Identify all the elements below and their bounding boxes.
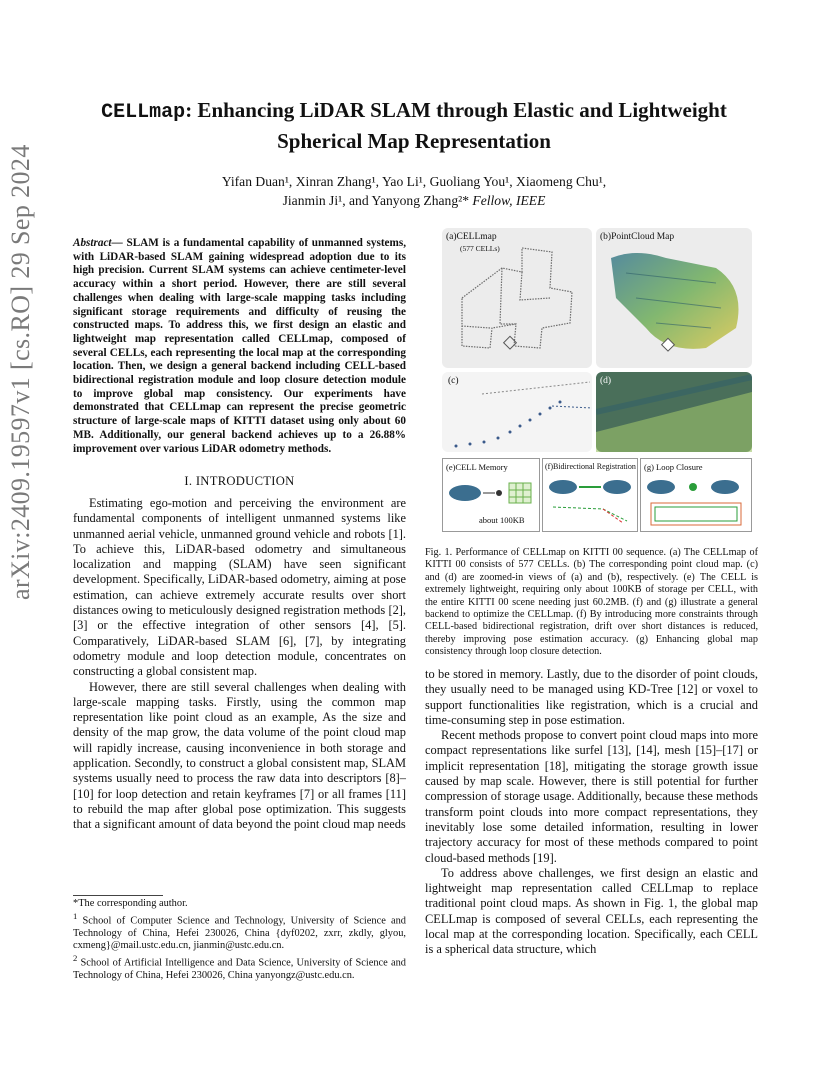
right-paragraph-3: To address above challenges, we first design an elastic and lightweight map representation called CELLmap to replace traditional point cloud maps. As shown in Fig. 1, the global map CELLmap is composed of several CELLs, each representing the local map at the corresponding location. Specifically, each CELL is a spherical data structure, which (425, 865, 758, 957)
panel-e-label: (e)CELL Memory (446, 462, 508, 472)
footnote-2-text: School of Artificial Intelligence and Data Science, University of Science and Technology of China, Hefei 230026, China yanyongz@ustc.edu.cn. (73, 957, 406, 981)
abstract-label: Abstract (73, 237, 112, 249)
pointcloud-zoom (596, 372, 752, 452)
title-mono: CELLmap (101, 101, 186, 124)
panel-a-cellmap (442, 228, 592, 368)
footnote-corresponding: *The corresponding author. (73, 898, 188, 909)
panel-d-label: (d) (600, 376, 612, 386)
footnotes (73, 895, 406, 982)
panel-a-label: (a)CELLmap (446, 232, 497, 242)
intro-paragraph-2: However, there are still several challenges when dealing with large-scale mapping tasks. Firstly, using the common map representation like point cloud as an example, As the size and density of the map grow, the data volume of the point cloud map will rapidly increase, causing inconvenience in both storage and application. Secondly, to construct a global consistent map, SLAM systems usually need to process the raw data into descriptors [8]–[10] for loop detection and retain keyframes [7] or all frames [11] to rebuild the map after global pose optimization. This suggests that a significant amount of data beyond the point cloud map needs (73, 679, 406, 832)
cellmap-trajectory (442, 228, 592, 368)
abstract-text: — SLAM is a fundamental capability of unmanned systems, with LiDAR-based SLAM gaining widespread adoption due to its high precision. Current SLAM systems can achieve centimeter-level accuracy within a short period. However, there are still several challenges when dealing with large-scale mapping tasks including significant storage requirements and difficulty of reusing the constructed maps. To address this, we first design an elastic and lightweight map representation called CELLmap, composed of several CELLs, each representing the local map at the corresponding location. Then, we design a general backend including CELL-based bidirectional registration module and loop closure detection module to improve global map consistency. Our experiments have demonstrated that CELLmap can represent the precise geometric structure of large-scale maps of KITTI dataset using only about 60 MB. Additionally, our general backend achieves up to a 26.88% improvement over various LiDAR odometry methods. (73, 237, 406, 455)
right-paragraph-1: to be stored in memory. Lastly, due to the disorder of point clouds, they usually need to be managed using KD-Tree [12] or voxel to support functionalities like registration, which is a crucial and time-consuming step in pose estimation. (425, 667, 758, 727)
arxiv-id: arXiv:2409.19597v1 [cs.RO] 29 Sep 2024 (6, 144, 35, 600)
panel-b-label: (b)PointCloud Map (600, 232, 675, 242)
intro-right-column (425, 667, 758, 958)
panel-c-label: (c) (448, 376, 459, 386)
authors-line2: Jianmin Ji¹, and Yanyong Zhang²* (282, 193, 469, 208)
panel-a-sub: (577 CELLs) (460, 244, 500, 253)
footnote-2 (73, 952, 406, 982)
footnote-1-mark: 1 (73, 911, 78, 922)
panel-f-label: (f)Bidirectional Registration (545, 462, 636, 471)
panel-g-loop-closure (640, 458, 752, 532)
panel-e-size: about 100KB (479, 515, 525, 525)
authors-line1: Yifan Duan¹, Xinran Zhang¹, Yao Li¹, Guoliang You¹, Xiaomeng Chu¹, (221, 174, 607, 189)
paper-title (60, 96, 768, 155)
title-line2: Spherical Map Representation (277, 129, 551, 153)
panel-c-zoom (442, 372, 592, 452)
title-line1: : Enhancing LiDAR SLAM through Elastic and Lightweight (185, 98, 727, 122)
footnote-2-mark: 2 (73, 953, 78, 964)
footnote-rule (73, 895, 163, 896)
footnote-1-text: School of Computer Science and Technology, University of Science and Technology of China, Hefei 230026, China {dyf0202, zxrr, zkdly, glyou, cxmeng}@mail.ustc.edu.cn, jianmin@ustc.edu.cn. (73, 915, 406, 952)
section-heading: I. INTRODUCTION (184, 474, 295, 488)
panel-d-zoom (596, 372, 752, 452)
panel-g-label: (g) Loop Closure (644, 462, 703, 472)
registration-graphic (543, 459, 637, 531)
figure-caption: Fig. 1. Performance of CELLmap on KITTI 00 sequence. (a) The CELLmap of KITTI 00 consists of 577 CELLs. (b) The corresponding point cloud map. (c) and (d) are zoomed-in views of (a) and (b), respectively. (e) The CELL is extremely lightweight, requiring only about 100KB of storage per CELL, with the entire KITTI 00 scene needing just 60.2MB. (f) and (g) illustrate a general backend to optimize the CELLmap. (f) By introducing more constraints through CELL-based bidirectional registration, drift over short distances is reduced, thereby improving pose estimation accuracy. (g) Enhancing global map consistency through loop closure detection. (425, 547, 758, 658)
intro-left-column (73, 496, 406, 833)
authors-fellow: Fellow, IEEE (472, 193, 546, 208)
authors (90, 172, 738, 210)
footnote-1 (73, 910, 406, 952)
intro-paragraph-1: Estimating ego-motion and perceiving the environment are fundamental components of intelligent unmanned systems like unmanned aerial vehicle, unmanned ground vehicle and robots [1]. To achieve this, LiDAR-based odometry and simultaneous localization and mapping (SLAM) have seen significant development. Specifically, LiDAR-based odometry, aiming at pose estimation, can achieve extremely accurate results over short distances owing to meticulously designed registration methods [2], [3] or the effective integration of other sensors [4], [5]. Comparatively, LiDAR-based SLAM [6], [7], by integrating odometry module and loop detection module, concentrates on constructing a global consistent map. (73, 496, 406, 679)
cellmap-zoom (442, 372, 592, 452)
right-paragraph-2: Recent methods propose to convert point cloud maps into more compact representations like surfel [13], [14], mesh [15]–[17] or implicit representation [18], mitigating the storage growth issue caused by map scale. However, there is still potential for further compression of storage usage. Additionally, because these methods transform point clouds into more compact representations, they inevitably lose some detailed information, resulting in lower trajectory accuracy for most of these methods compared to point cloud-based methods [19]. (425, 728, 758, 865)
panel-b-pointcloud (596, 228, 752, 368)
pointcloud-map (596, 228, 752, 368)
panel-f-registration (542, 458, 638, 532)
loop-closure-graphic (641, 459, 751, 531)
figure-1 (440, 228, 752, 540)
panel-e-memory (442, 458, 540, 532)
abstract (73, 237, 406, 456)
